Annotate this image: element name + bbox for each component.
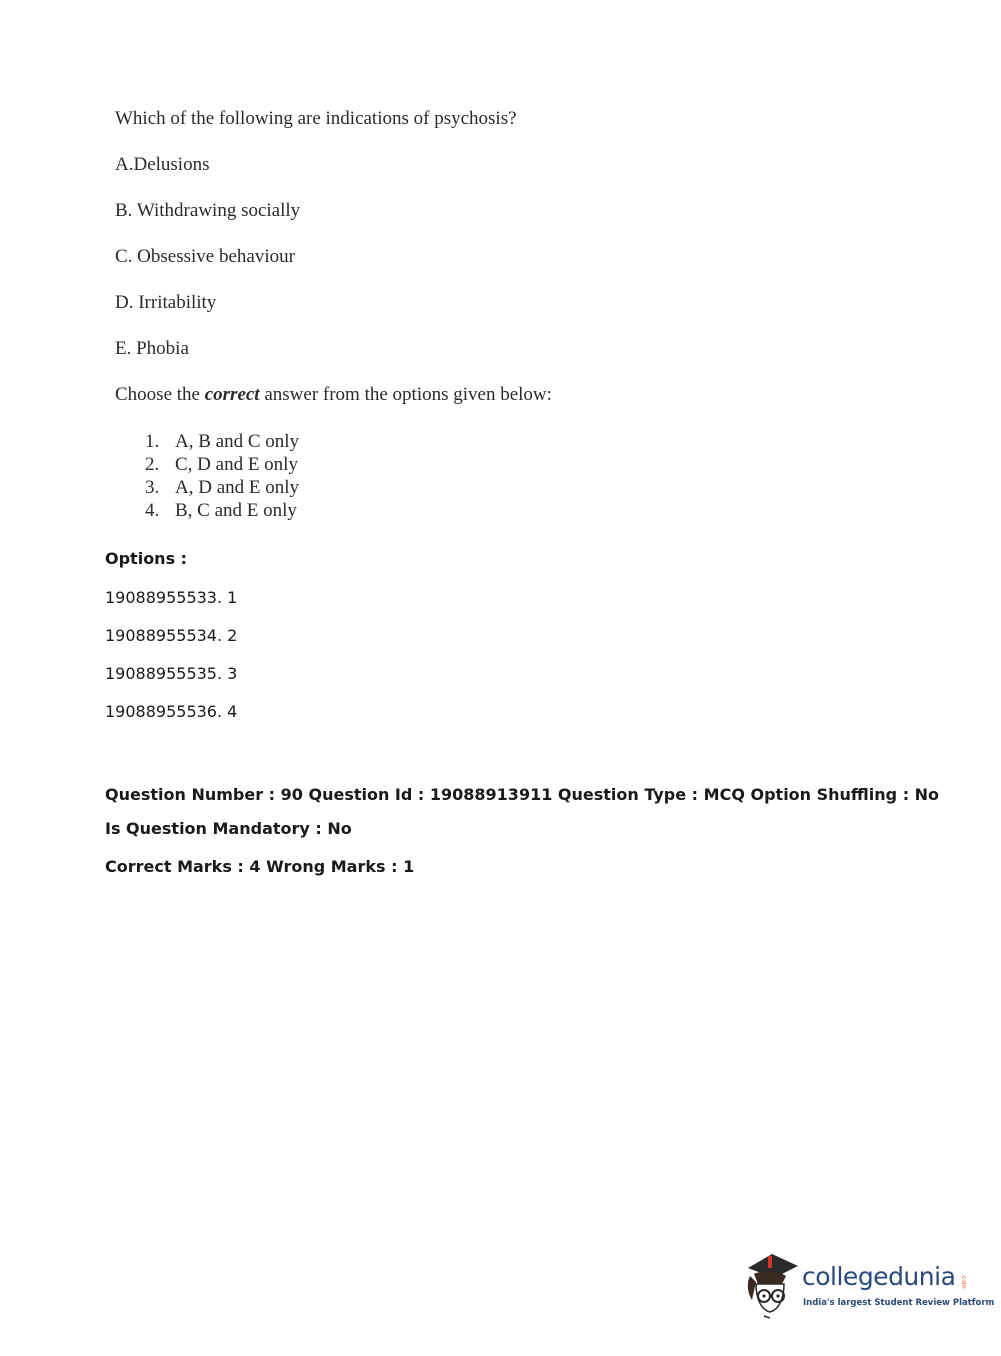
- logo-wordmark: collegedunia: [802, 1262, 956, 1291]
- choice-number: 4.: [145, 500, 160, 521]
- answer-choices-list: [145, 430, 299, 522]
- mascot-icon: [742, 1248, 804, 1320]
- option-item: 19088955533. 1: [105, 588, 238, 607]
- statement-a: A.Delusions: [115, 154, 210, 175]
- option-item: 19088955534. 2: [105, 626, 238, 645]
- answer-choice: [145, 453, 299, 476]
- mandatory-line: Is Question Mandatory : No: [105, 819, 352, 838]
- statement-e: E. Phobia: [115, 338, 189, 359]
- option-item: 19088955536. 4: [105, 702, 238, 721]
- collegedunia-logo: [742, 1248, 995, 1320]
- choice-text: C, D and E only: [175, 454, 298, 475]
- instruction-pre: Choose the: [115, 384, 205, 405]
- choice-number: 1.: [145, 431, 160, 452]
- statement-b: B. Withdrawing socially: [115, 200, 301, 221]
- statement-d: D. Irritability: [115, 292, 217, 313]
- instruction-post: answer from the options given below:: [259, 384, 552, 405]
- answer-choice: [145, 476, 299, 499]
- statement-c: C. Obsessive behaviour: [115, 246, 295, 267]
- options-heading: Options :: [105, 549, 188, 568]
- choice-number: 2.: [145, 454, 160, 475]
- choice-text: B, C and E only: [175, 500, 297, 521]
- logo-domain-suffix: .com: [960, 1274, 967, 1289]
- instruction: [115, 384, 552, 406]
- choice-text: A, D and E only: [175, 477, 300, 498]
- logo-tagline: India's largest Student Review Platform: [803, 1298, 995, 1308]
- instruction-emphasis: correct: [204, 384, 260, 405]
- question-meta-line: Question Number : 90 Question Id : 19088913911 Question Type : MCQ Option Shuffling : No: [105, 785, 940, 804]
- marks-line: Correct Marks : 4 Wrong Marks : 1: [105, 857, 415, 876]
- question-stem: Which of the following are indications of psychosis?: [115, 108, 517, 129]
- choice-text: A, B and C only: [175, 431, 300, 452]
- choice-number: 3.: [145, 477, 160, 498]
- answer-choice: [145, 499, 299, 522]
- option-item: 19088955535. 3: [105, 664, 238, 683]
- answer-choice: [145, 430, 299, 453]
